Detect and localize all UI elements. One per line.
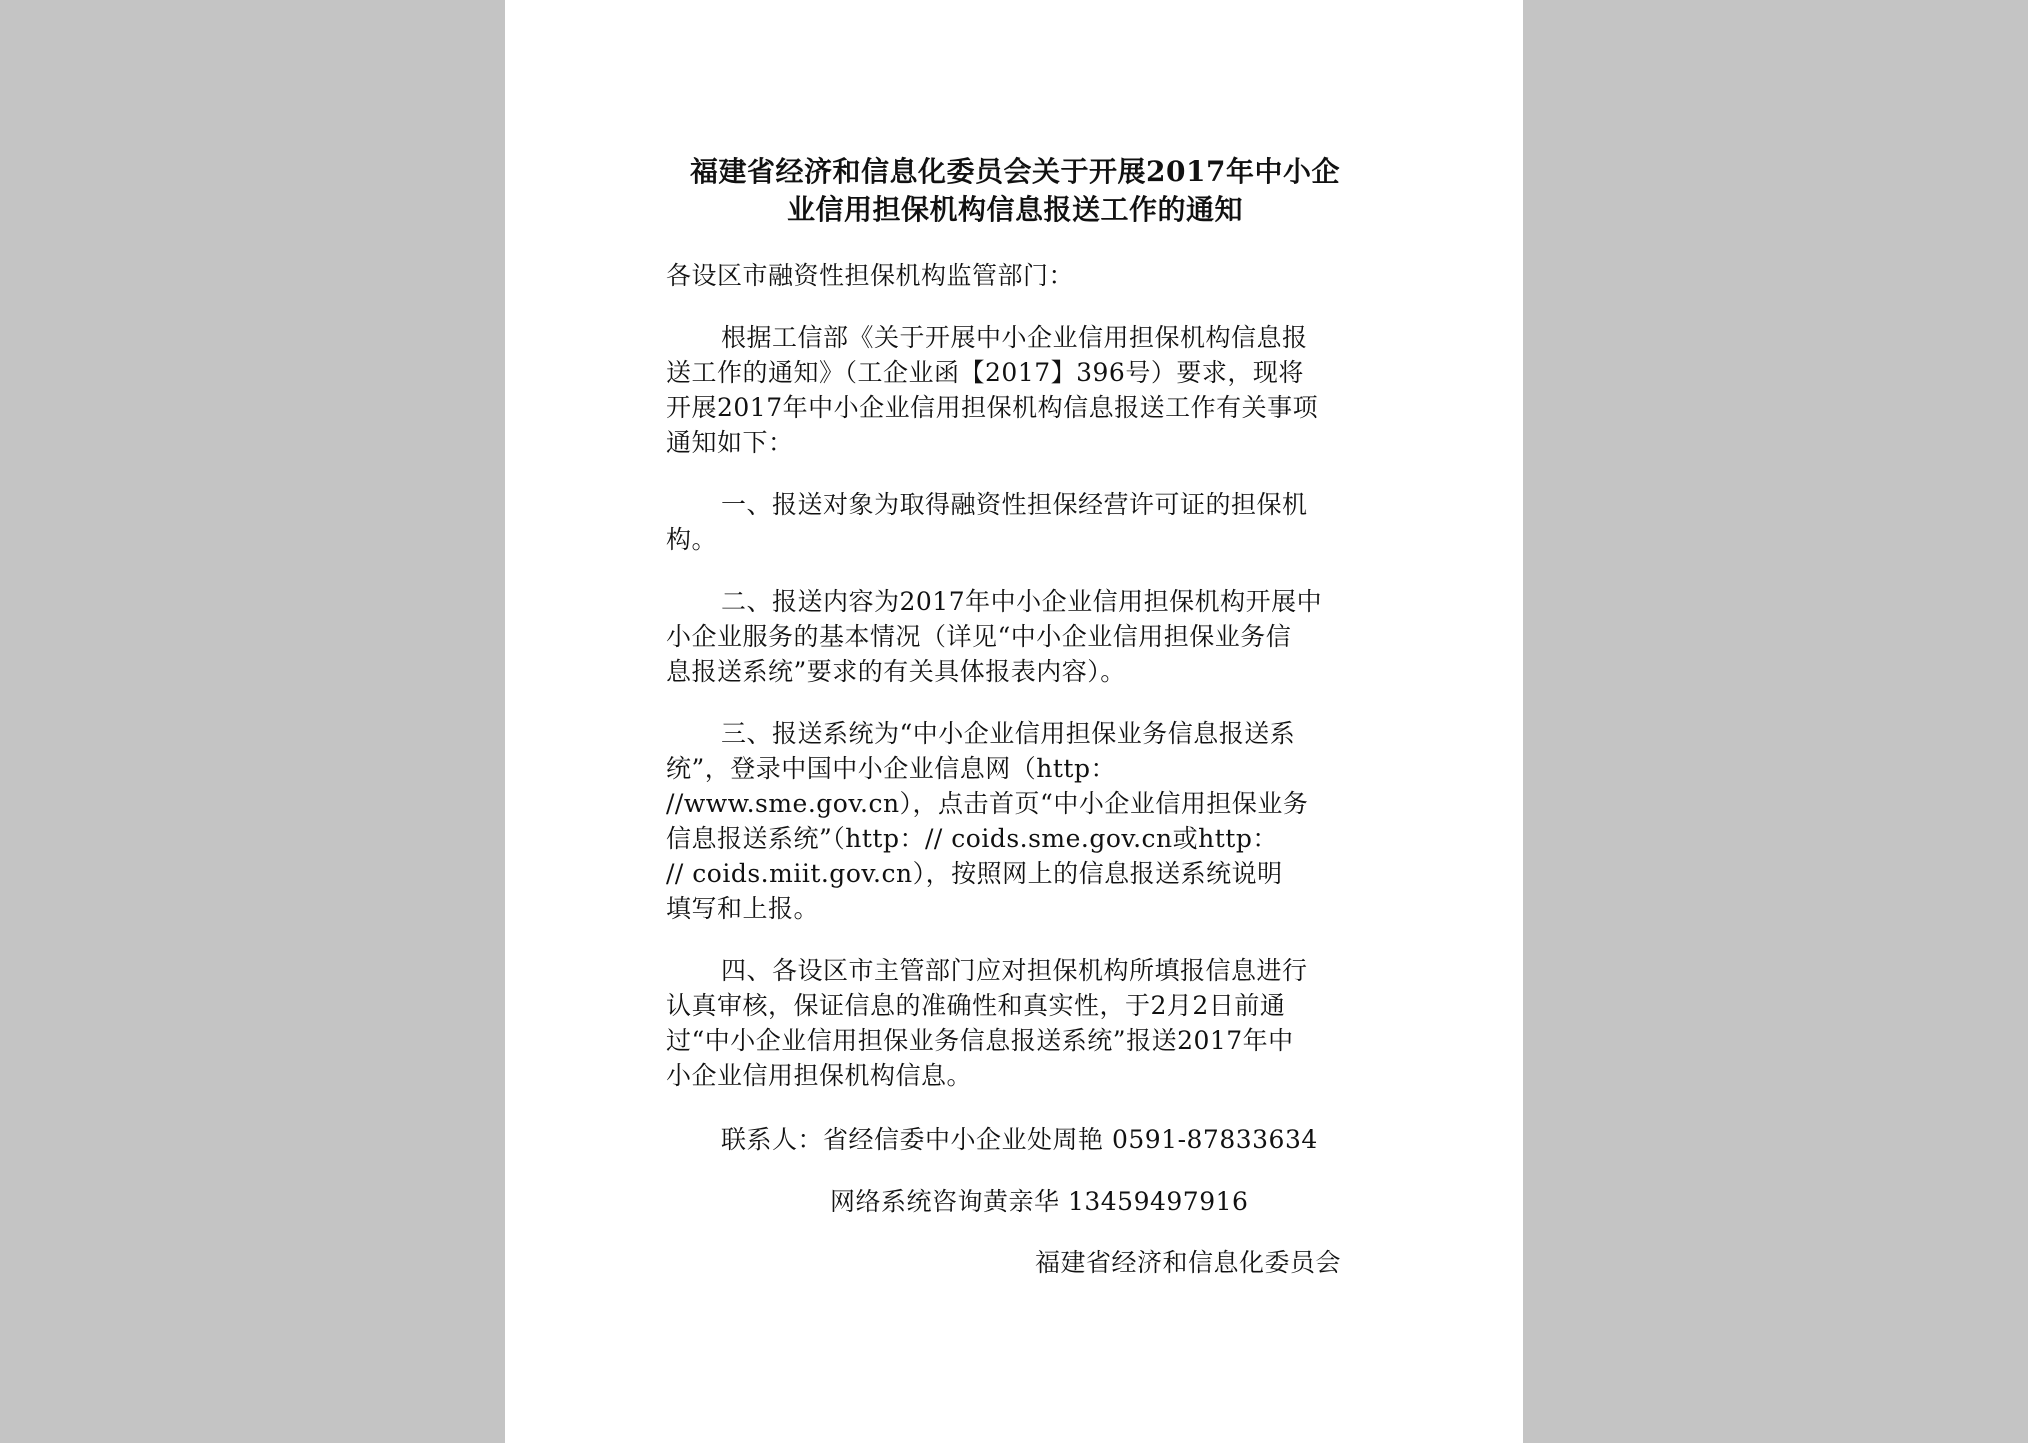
item2-line-1: 二、报送内容为2017年中小企业信用担保机构开展中 <box>721 587 1323 616</box>
item1-line-1: 一、报送对象为取得融资性担保经营许可证的担保机 <box>721 490 1308 519</box>
item3-line-4: 信息报送系统”（http：// coids.sme.gov.cn或http： <box>666 824 1278 853</box>
item3-line-3: //www.sme.gov.cn），点击首页“中小企业信用担保业务 <box>666 789 1309 818</box>
salutation: 各设区市融资性担保机构监管部门： <box>666 261 1075 290</box>
intro-line-3: 开展2017年中小企业信用担保机构信息报送工作有关事项 <box>666 393 1319 422</box>
intro-line-1: 根据工信部《关于开展中小企业信用担保机构信息报 <box>721 323 1308 352</box>
contact-line: 联系人：省经信委中小企业处周艳 0591-87833634 <box>721 1125 1318 1154</box>
item4-line-4: 小企业信用担保机构信息。 <box>666 1061 973 1090</box>
document-page <box>505 0 1523 1443</box>
item2-line-3: 息报送系统”要求的有关具体报表内容）。 <box>666 657 1126 686</box>
item2-line-2: 小企业服务的基本情况（详见“中小企业信用担保业务信 <box>666 622 1292 651</box>
item4-line-2: 认真审核，保证信息的准确性和真实性，于2月2日前通 <box>666 991 1286 1020</box>
item4-line-1: 四、各设区市主管部门应对担保机构所填报信息进行 <box>721 956 1308 985</box>
item4-line-3: 过“中小企业信用担保业务信息报送系统”报送2017年中 <box>666 1026 1294 1055</box>
network-consult-line: 网络系统咨询黄亲华 13459497916 <box>830 1187 1249 1216</box>
item1-line-2: 构。 <box>666 525 718 554</box>
signature: 福建省经济和信息化委员会 <box>1035 1248 1342 1277</box>
item3-line-2: 统”，登录中国中小企业信息网（http： <box>666 754 1116 783</box>
item3-line-5: // coids.miit.gov.cn），按照网上的信息报送系统说明 <box>666 859 1283 888</box>
document-title-line-1: 福建省经济和信息化委员会关于开展2017年中小企 <box>690 155 1340 188</box>
item3-line-1: 三、报送系统为“中小企业信用担保业务信息报送系 <box>721 719 1296 748</box>
intro-line-4: 通知如下： <box>666 428 794 457</box>
intro-line-2: 送工作的通知》（工企业函【2017】396号）要求，现将 <box>666 358 1304 387</box>
item3-line-6: 填写和上报。 <box>666 894 820 923</box>
document-title-line-2: 业信用担保机构信息报送工作的通知 <box>786 193 1243 226</box>
